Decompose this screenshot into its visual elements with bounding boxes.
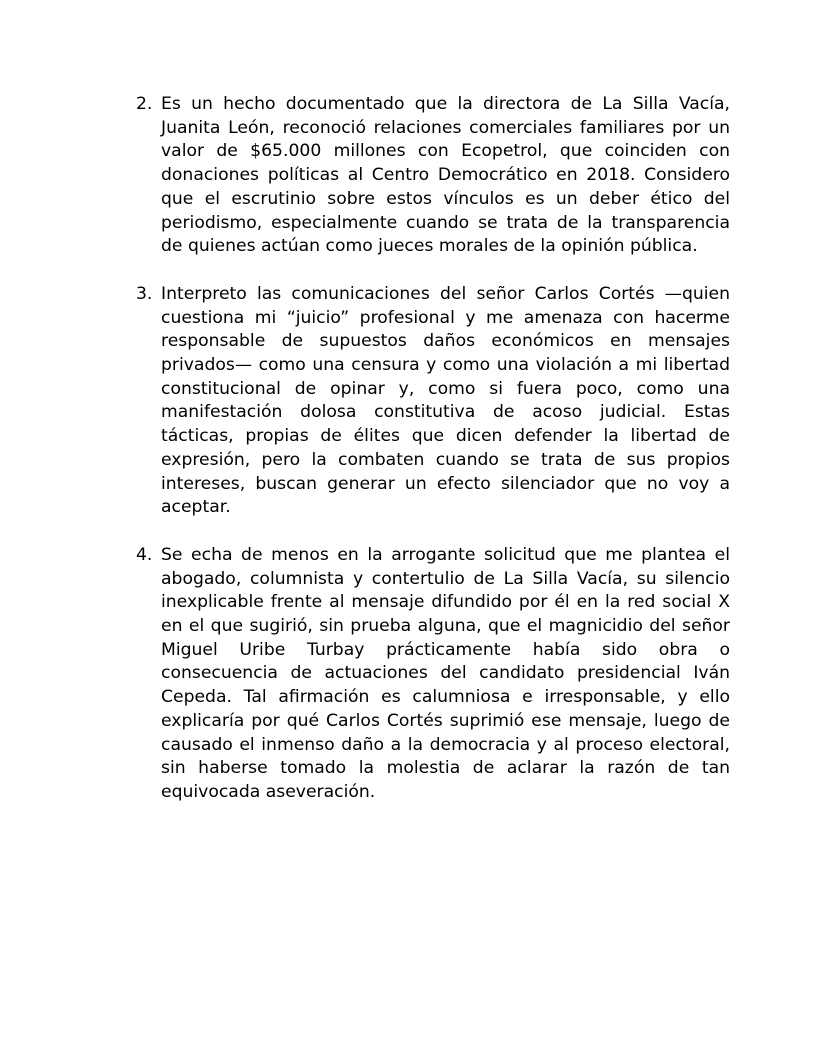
list-item	[136, 93, 730, 259]
numbered-list	[136, 93, 730, 829]
list-item-text: Es un hecho documentado que la directora de La Silla Vacía, Juanita León, reconoció relaciones comerciales familiares por un valor de $65.000 millones con Ecopetrol, que coinciden con donaciones políticas al Centro Democrático en 2018. Considero que el escrutinio sobre estos vínculos es un deber ético del periodismo, especialmente cuando se trata de la transparencia de quienes actúan como jueces morales de la opinión pública.	[161, 94, 730, 257]
list-item-number: 3.	[136, 283, 153, 304]
list-item-text: Interpreto las comunicaciones del señor Carlos Cortés —quien cuestiona mi “juicio” profesional y me amenaza con hacerme responsable de supuestos daños económicos en mensajes privados— como una censura y como una violación a mi libertad constitucional de opinar y, como si fuera poco, como una manifestación dolosa constitutiva de acoso judicial. Estas tácticas, propias de élites que dicen defender la libertad de expresión, pero la combaten cuando se trata de sus propios intereses, buscan generar un efecto silenciador que no voy a aceptar.	[161, 283, 730, 518]
list-item-text: Se echa de menos en la arrogante solicitud que me plantea el abogado, columnista y contertulio de La Silla Vacía, su silencio inexplicable frente al mensaje difundido por él en la red social X en el que sugirió, sin prueba alguna, que el magnicidio del señor Miguel Uribe Turbay prácticamente había sido obra o consecuencia de actuaciones del candidato presidencial Iván Cepeda. Tal afirmación es calumniosa e irresponsable, y ello explicaría por qué Carlos Cortés suprimió ese mensaje, luego de causado el inmenso daño a la democracia y al proceso electoral, sin haberse tomado la molestia de aclarar la razón de tan equivocada aseveración.	[161, 544, 730, 802]
list-item-number: 4.	[136, 544, 153, 565]
list-item	[136, 544, 730, 805]
list-item	[136, 283, 730, 520]
list-item-number: 2.	[136, 94, 153, 114]
